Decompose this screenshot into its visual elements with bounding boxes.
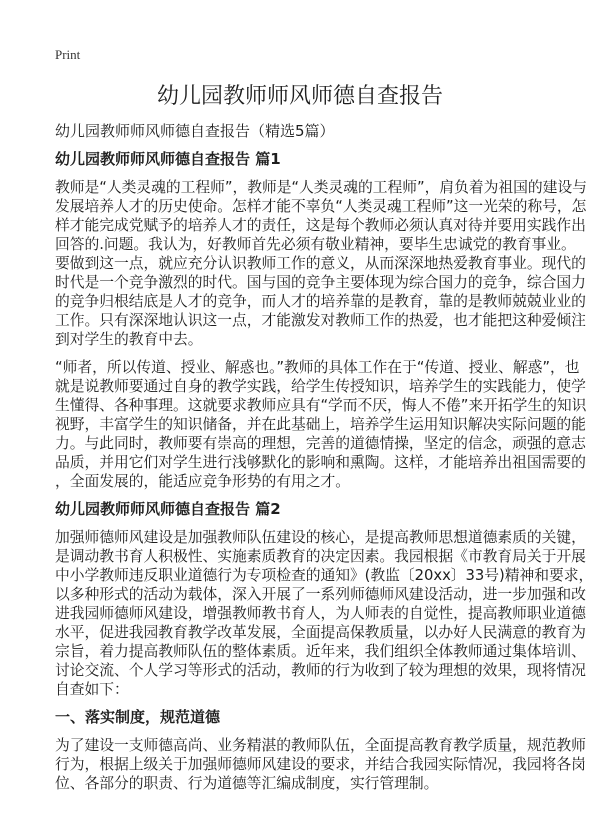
paragraph-line: 品质，并用它们对学生进行浅够默化的影响和熏陶。这样，才能培养出祖国需要的: [55, 454, 586, 471]
paragraph-line: 自查如下：: [55, 681, 129, 698]
paragraph: [55, 178, 587, 349]
paragraph: [55, 358, 587, 491]
paragraph-line: ，全面发展的，能适应竞争形势的有用之才。: [55, 473, 350, 490]
paragraph-line: 发展培养人才的历史使命。怎样才能不辜负“人类灵魂工程师”这一光荣的称号，怎: [55, 198, 587, 215]
paragraph-line: 教师是“人类灵魂的工程师”，教师是“人类灵魂的工程师”，肩负着为祖国的建设与: [55, 179, 587, 196]
document-title: 幼儿园教师师风师德自查报告: [156, 84, 443, 109]
paragraph-line: 为了建设一支师德高尚、业务精湛的教师队伍，全面提高教育教学质量，规范教师: [55, 737, 586, 754]
section-heading: 幼儿园教师师风师德自查报告 篇2: [55, 500, 281, 518]
paragraph: [55, 528, 594, 699]
paragraph-line: 以多种形式的活动为载体，深入开展了一系列师德师风建设活动，进一步加强和改: [55, 586, 586, 603]
paragraph-line: 的竞争归根结底是人才的竞争，而人才的培养靠的是教育，靠的是教师兢兢业业的: [55, 293, 586, 310]
paragraph-line: 进我园师德师风建设，增强教师教书育人，为人师表的自觉性，提高教师职业道德: [55, 605, 586, 622]
paragraph-line: 中小学教师违反职业道德行为专项检查的通知》(教监〔20xx〕33号)精神和要求，: [55, 567, 594, 584]
paragraph-line: 就是说教师要通过自身的教学实践，给学生传授知识，培养学生的实践能力，使学: [55, 378, 586, 395]
paragraph-line: 到对学生的教育中去。: [55, 331, 203, 348]
paragraph-line: “师者，所以传道、授业、解惑也。”教师的具体工作在于“传道、授业、解惑”，也: [55, 359, 580, 376]
section-heading: 一、落实制度，规范道德: [55, 708, 221, 726]
document-subtitle: 幼儿园教师师风师德自查报告（精选5篇）: [55, 122, 335, 140]
paragraph-line: 讨论交流、个人学习等形式的活动，教师的行为收到了较为理想的效果，现将情况: [55, 662, 586, 679]
paragraph-line: 宗旨，着力提高教师队伍的整体素质。近年来，我们组织全体教师通过集体培训、: [55, 643, 586, 660]
paragraph-line: 位、各部分的职责、行为道德等汇编成制度，实行管理制。: [55, 775, 439, 792]
paragraph-line: 是调动教书育人积极性、实施素质教育的决定因素。我园根据《市教育局关于开展: [55, 548, 586, 565]
paragraph-line: 加强师德师风建设是加强教师队伍建设的核心，是提高教师思想道德素质的关键，: [55, 529, 586, 546]
paragraph-line: 工作。只有深深地认识这一点，才能激发对教师工作的热爱，也才能把这种爱倾注: [55, 312, 586, 329]
paragraph-line: 视野，丰富学生的知识储备，并在此基础上，培养学生运用知识解决实际问题的能: [55, 416, 586, 433]
section-heading: 幼儿园教师师风师德自查报告 篇1: [55, 150, 281, 168]
paragraph-line: 生懂得、各种事理。这就要求教师应具有“学而不厌，悔人不倦”来开拓学生的知识: [55, 397, 587, 414]
paragraph-line: 水平，促进我园教育教学改革发展，全面提高保教质量，以办好人民满意的教育为: [55, 624, 586, 641]
paragraph-line: 力。与此同时，教师要有崇高的理想，完善的道德情操，坚定的信念，顽强的意志: [55, 435, 586, 452]
paragraph-line: 时代是一个竞争激烈的时代。国与国的竞争主要体现为综合国力的竞争，综合国力: [55, 274, 586, 291]
paragraph-line: 样才能完成党赋予的培养人才的责任，这是每个教师必须认真对待并要用实践作出: [55, 217, 586, 234]
paragraph-line: 行为，根据上级关于加强师德师风建设的要求，并结合我园实际情况，我园将各岗: [55, 756, 586, 773]
print-link[interactable]: Print: [55, 47, 81, 62]
paragraph: [55, 736, 586, 793]
paragraph-line: 要做到这一点，就应充分认识教师工作的意义，从而深深地热爱教育事业。现代的: [55, 255, 586, 272]
paragraph-line: 回答的.问题。我认为，好教师首先必须有敬业精神，要毕生忠诚党的教育事业。: [55, 236, 576, 253]
document-body: [55, 122, 594, 802]
